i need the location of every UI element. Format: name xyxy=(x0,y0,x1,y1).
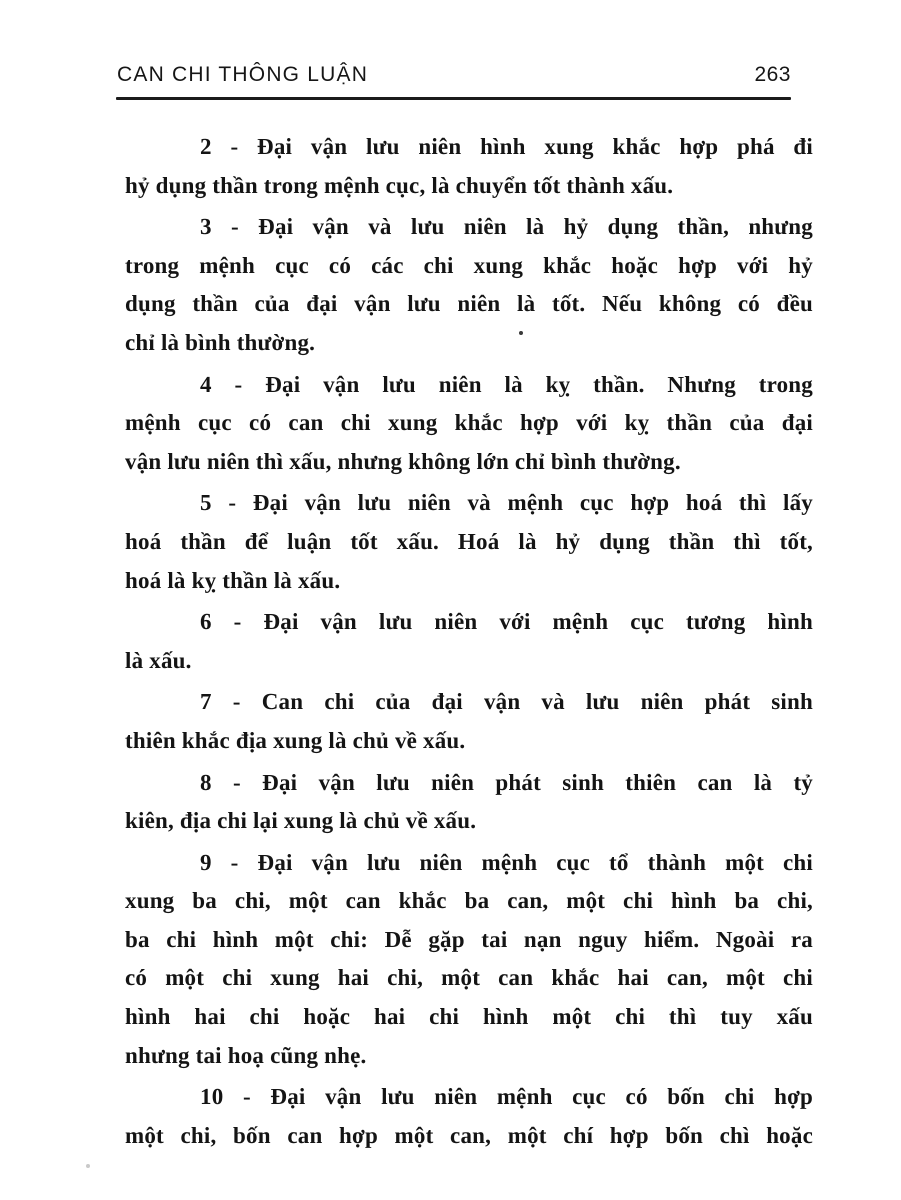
text-line: 8 - Đại vận lưu niên phát sinh thiên can là tỷ xyxy=(200,769,813,795)
text-line: là xấu. xyxy=(125,647,192,673)
text-line: 6 - Đại vận lưu niên với mệnh cục tương hình xyxy=(200,609,813,635)
paragraph-2 xyxy=(125,128,813,205)
paragraph-4 xyxy=(125,366,813,482)
running-header xyxy=(117,63,791,87)
scan-artifact-dot xyxy=(519,331,523,335)
text-line: ba chi hình một chi: Dễ gặp tai nạn nguy hiểm. Ngoài ra xyxy=(125,926,813,952)
paragraph-7 xyxy=(125,683,813,760)
text-line: chỉ là bình thường. xyxy=(125,329,316,355)
text-line: vận lưu niên thì xấu, nhưng không lớn chỉ bình thường. xyxy=(125,448,681,474)
text-line: 7 - Can chi của đại vận và lưu niên phát sinh xyxy=(200,689,813,715)
text-line: hoá thần để luận tốt xấu. Hoá là hỷ dụng thần thì tốt, xyxy=(125,528,813,554)
paragraph-9 xyxy=(125,844,813,1076)
page-number: 263 xyxy=(754,63,791,86)
text-line: dụng thần của đại vận lưu niên là tốt. Nếu không có đều xyxy=(125,291,813,317)
text-line: 10 - Đại vận lưu niên mệnh cục có bốn chi hợp xyxy=(200,1084,813,1110)
page-title: CAN CHI THÔNG LUẬN xyxy=(117,63,369,86)
text-line: nhưng tai hoạ cũng nhẹ. xyxy=(125,1042,367,1068)
paragraph-5 xyxy=(125,484,813,600)
paragraph-6 xyxy=(125,603,813,680)
text-line: hoá là kỵ thần là xấu. xyxy=(125,567,341,593)
text-line: 9 - Đại vận lưu niên mệnh cục tổ thành một chi xyxy=(200,849,813,875)
scan-artifact-dot xyxy=(86,1164,90,1168)
text-line: kiên, địa chi lại xung là chủ về xấu. xyxy=(125,808,477,834)
text-line: xung ba chi, một can khắc ba can, một chi hình ba chi, xyxy=(125,888,813,914)
header-divider xyxy=(116,97,791,100)
text-line: hỷ dụng thần trong mệnh cục, là chuyển tốt thành xấu. xyxy=(125,172,674,198)
text-line: thiên khắc địa xung là chủ về xấu. xyxy=(125,727,466,753)
text-line: trong mệnh cục có các chi xung khắc hoặc hợp với hỷ xyxy=(125,252,813,278)
text-line: một chi, bốn can hợp một can, một chí hợp bốn chì hoặc xyxy=(125,1122,813,1148)
text-line: 2 - Đại vận lưu niên hình xung khắc hợp phá đi xyxy=(200,134,813,159)
text-line: 5 - Đại vận lưu niên và mệnh cục hợp hoá thì lấy xyxy=(200,490,813,516)
paragraph-10 xyxy=(125,1078,813,1155)
text-line: có một chi xung hai chi, một can khắc hai can, một chi xyxy=(125,965,813,991)
paragraph-3 xyxy=(125,208,813,362)
paragraph-8 xyxy=(125,764,813,841)
text-line: mệnh cục có can chi xung khắc hợp với kỵ thần của đại xyxy=(125,410,813,436)
text-line: hình hai chi hoặc hai chi hình một chi thì tuy xấu xyxy=(125,1004,813,1030)
text-line: 3 - Đại vận và lưu niên là hỷ dụng thần, nhưng xyxy=(200,214,813,240)
page-body xyxy=(125,128,813,1155)
text-line: 4 - Đại vận lưu niên là kỵ thần. Nhưng trong xyxy=(200,371,813,397)
